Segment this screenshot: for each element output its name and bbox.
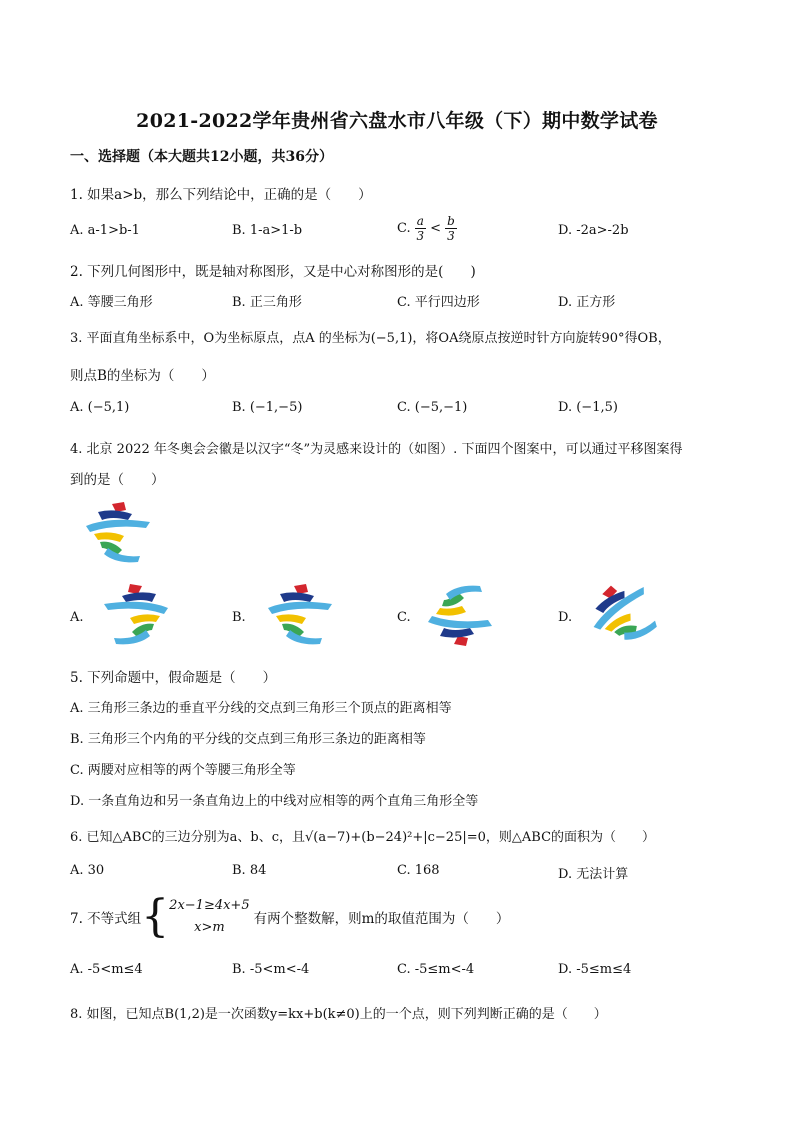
q3-option-b: B. (−1,−5) <box>232 400 303 415</box>
q2-option-b: B. 正三角形 <box>232 295 302 310</box>
q4-option-a-label: A. <box>70 610 84 625</box>
question-6-stem: 6. 已知△ABC的三边分别为a、b、c，且√(a−7)+(b−24)²+|c−25|=0，则△ABC的面积为（ ） <box>70 830 656 845</box>
question-4-line2: 到的是（ ） <box>70 472 165 488</box>
q2-option-c: C. 平行四边形 <box>397 295 480 310</box>
q2-option-d: D. 正方形 <box>558 295 616 310</box>
question-2-stem: 2. 下列几何图形中，既是轴对称图形，又是中心对称图形的是( ) <box>70 264 476 280</box>
q4-option-b-emblem-image <box>262 582 336 648</box>
q7-suffix: 有两个整数解，则m的取值范围为（ ） <box>253 911 510 927</box>
q5-option-b: B. 三角形三个内角的平分线的交点到三角形三条边的距离相等 <box>70 732 426 747</box>
question-3-line2: 则点B的坐标为（ ） <box>70 368 215 384</box>
winter-olympics-emblem-image <box>80 500 154 566</box>
q7-prefix: 7. 不等式组 <box>70 911 142 927</box>
q3-option-d: D. (−1,5) <box>558 400 618 415</box>
q5-option-d: D. 一条直角边和另一条直角边上的中线对应相等的两个直角三角形全等 <box>70 794 479 809</box>
inequality-2: x>m <box>194 920 225 935</box>
question-4-line1: 4. 北京 2022 年冬奥会会徽是以汉字“冬”为灵感来设计的（如图）. 下面四个图案中，可以通过平移图案得 <box>70 442 683 457</box>
q4-option-c-emblem-image <box>422 582 496 648</box>
q4-option-c-label: C. <box>397 610 411 625</box>
system-brace: { <box>141 891 170 942</box>
q7-option-c: C. -5≤m<-4 <box>397 962 475 977</box>
q7-option-b: B. -5<m<-4 <box>232 962 310 977</box>
question-1-stem: 1. 如果a>b，那么下列结论中，正确的是（ ） <box>70 187 372 203</box>
q4-option-a-emblem-image <box>100 582 174 648</box>
q5-option-c: C. 两腰对应相等的两个等腰三角形全等 <box>70 763 296 778</box>
q4-option-b-label: B. <box>232 610 246 625</box>
question-8-stem: 8. 如图，已知点B(1,2)是一次函数y=kx+b(k≠0)上的一个点，则下列判断正确的是（ ） <box>70 1007 607 1022</box>
q1-option-c: C. $\frac{a}{3}$ < $\frac{b}{3}$ <box>397 214 455 243</box>
q6-option-c: C. 168 <box>397 863 440 878</box>
q1-option-d: D. -2a>-2b <box>558 223 629 238</box>
question-7-stem <box>70 892 509 942</box>
page-title: 2021-2022学年贵州省六盘水市八年级（下）期中数学试卷 <box>136 110 658 132</box>
q1-option-a: A. a-1>b-1 <box>70 223 140 238</box>
inequality-system <box>169 895 249 939</box>
emblem-figure <box>86 502 150 562</box>
section-heading: 一、选择题（本大题共12小题，共36分） <box>70 149 333 165</box>
inequality-1: 2x−1≥4x+5 <box>169 898 250 913</box>
q3-option-a: A. (−5,1) <box>70 400 130 415</box>
q6-option-a: A. 30 <box>70 863 105 878</box>
fraction-b-over-3: $\frac{b}{3}$ <box>447 214 455 243</box>
q3-option-c: C. (−5,−1) <box>397 400 468 415</box>
q5-option-a: A. 三角形三条边的垂直平分线的交点到三角形三个顶点的距离相等 <box>70 701 452 716</box>
question-3-line1: 3. 平面直角坐标系中，O为坐标原点，点A 的坐标为(−5,1)，将OA绕原点按逆时针方向旋转90°得OB， <box>70 331 671 346</box>
q4-option-d-emblem-image <box>586 578 660 652</box>
fraction-a-over-3: $\frac{a}{3}$ <box>416 214 425 243</box>
q7-option-d: D. -5≤m≤4 <box>558 962 632 977</box>
q4-option-d-label: D. <box>558 610 573 625</box>
q1-option-c-label: C. <box>397 221 411 236</box>
q7-option-a: A. -5<m≤4 <box>70 962 143 977</box>
question-5-stem: 5. 下列命题中，假命题是（ ） <box>70 670 277 686</box>
q6-option-b: B. 84 <box>232 863 267 878</box>
q1-option-b: B. 1-a>1-b <box>232 223 303 238</box>
q2-option-a: A. 等腰三角形 <box>70 295 153 310</box>
q6-option-d: D. 无法计算 <box>558 867 629 882</box>
